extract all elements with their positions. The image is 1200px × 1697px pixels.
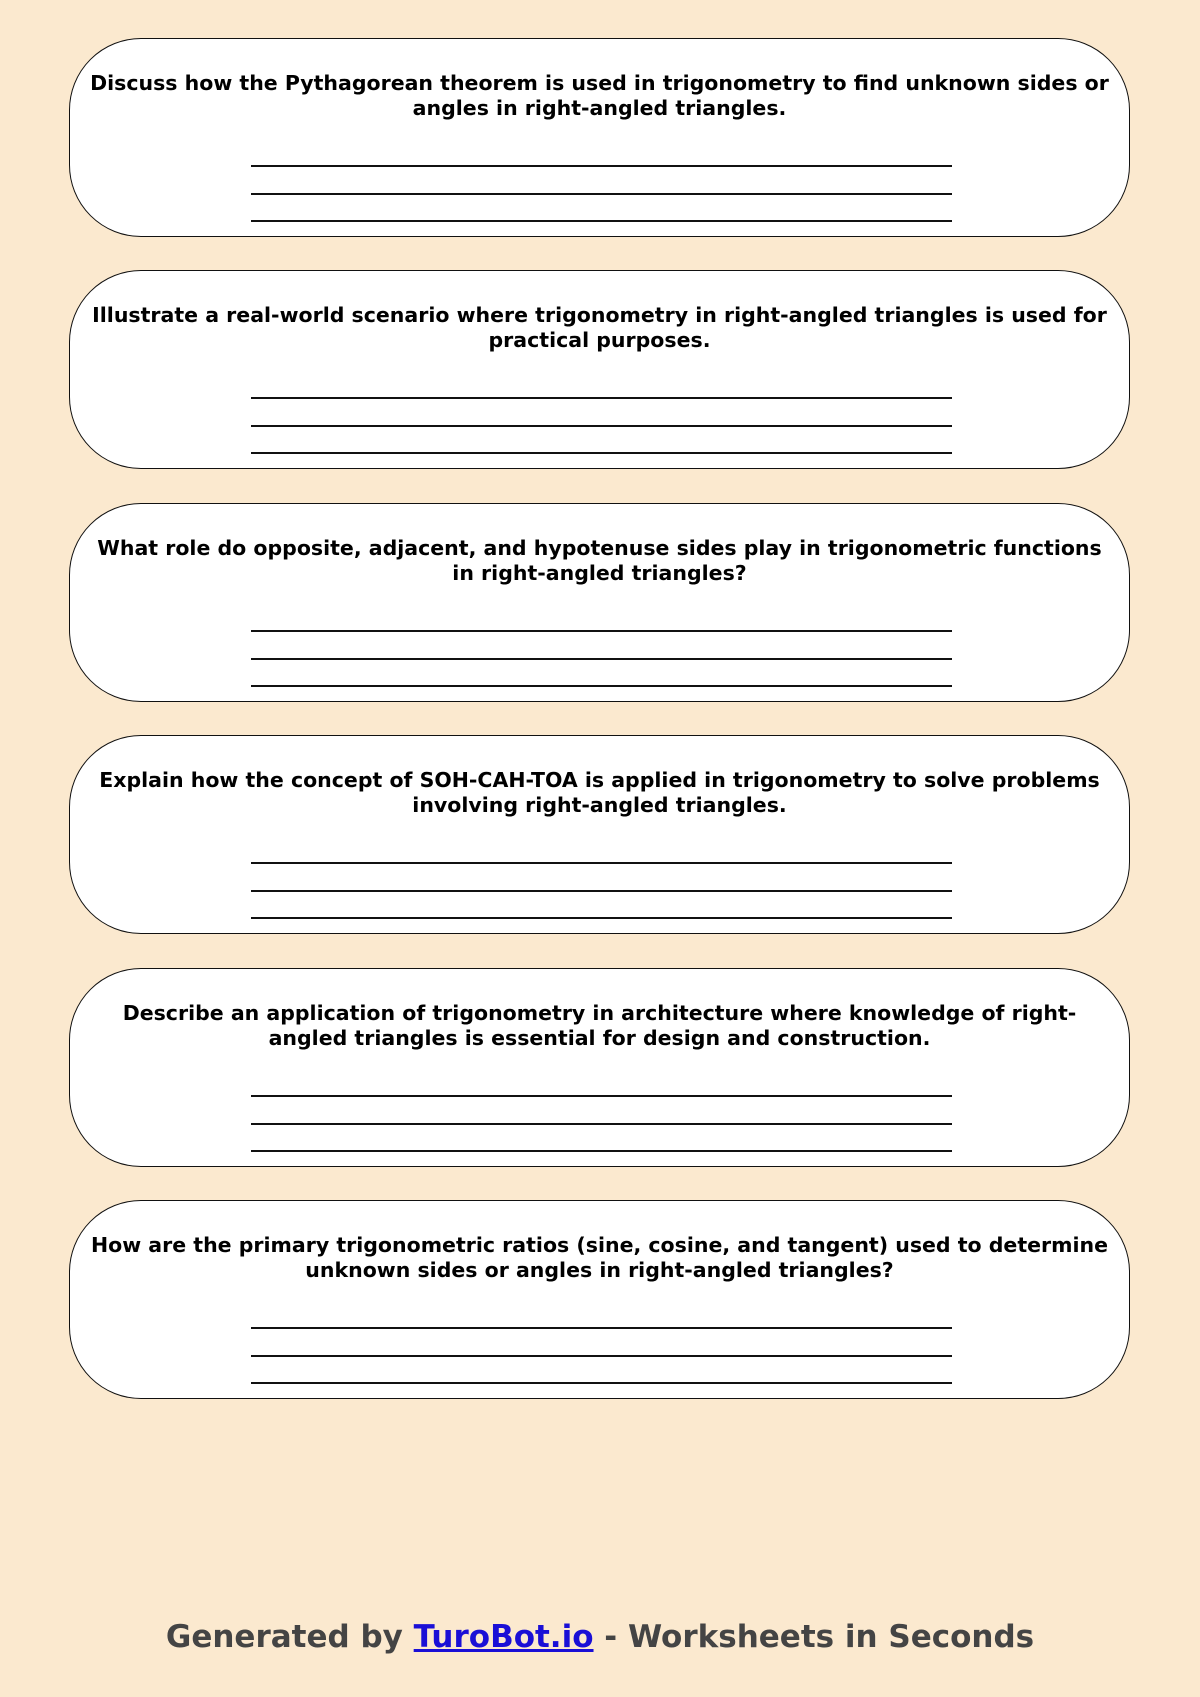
question-card-3 [69, 503, 1130, 702]
answer-line[interactable] [251, 1095, 952, 1097]
answer-line[interactable] [251, 397, 952, 399]
answer-line[interactable] [251, 630, 952, 632]
question-card-2 [69, 270, 1130, 469]
answer-line[interactable] [251, 1382, 952, 1384]
question-text: Explain how the concept of SOH-CAH-TOA is applied in trigonometry to solve problems involving right-angled triangles. [99, 768, 1100, 817]
question-text: Illustrate a real-world scenario where trigonometry in right-angled triangles is used for practical purposes. [92, 303, 1107, 352]
question-text: How are the primary trigonometric ratios (sine, cosine, and tangent) used to determine unknown sides or angles in right-angled triangles? [90, 1233, 1109, 1282]
answer-line[interactable] [251, 193, 952, 195]
answer-line[interactable] [251, 452, 952, 454]
question-text: What role do opposite, adjacent, and hypotenuse sides play in trigonometric functions in right-angled triangles? [97, 536, 1102, 585]
answer-line[interactable] [251, 685, 952, 687]
footer-suffix: - Worksheets in Seconds [593, 1619, 1035, 1655]
answer-line[interactable] [251, 1123, 952, 1125]
turobot-link[interactable]: TuroBot.io [413, 1619, 594, 1655]
answer-line[interactable] [251, 425, 952, 427]
answer-line[interactable] [251, 917, 952, 919]
answer-line[interactable] [251, 890, 952, 892]
answer-line[interactable] [251, 165, 952, 167]
question-card-5 [69, 968, 1130, 1167]
question-card-4 [69, 735, 1130, 934]
answer-line[interactable] [251, 658, 952, 660]
question-text: Describe an application of trigonometry in architecture where knowledge of right-angled triangles is essential for design and construction. [122, 1001, 1077, 1050]
question-text: Discuss how the Pythagorean theorem is used in trigonometry to find unknown sides or angles in right-angled triangles. [90, 71, 1109, 120]
footer [0, 1617, 1200, 1657]
answer-line[interactable] [251, 1355, 952, 1357]
question-card-1 [69, 38, 1130, 237]
answer-line[interactable] [251, 1327, 952, 1329]
answer-line[interactable] [251, 1150, 952, 1152]
answer-line[interactable] [251, 220, 952, 222]
question-card-6 [69, 1200, 1130, 1399]
answer-line[interactable] [251, 862, 952, 864]
footer-prefix: Generated by [165, 1619, 414, 1655]
